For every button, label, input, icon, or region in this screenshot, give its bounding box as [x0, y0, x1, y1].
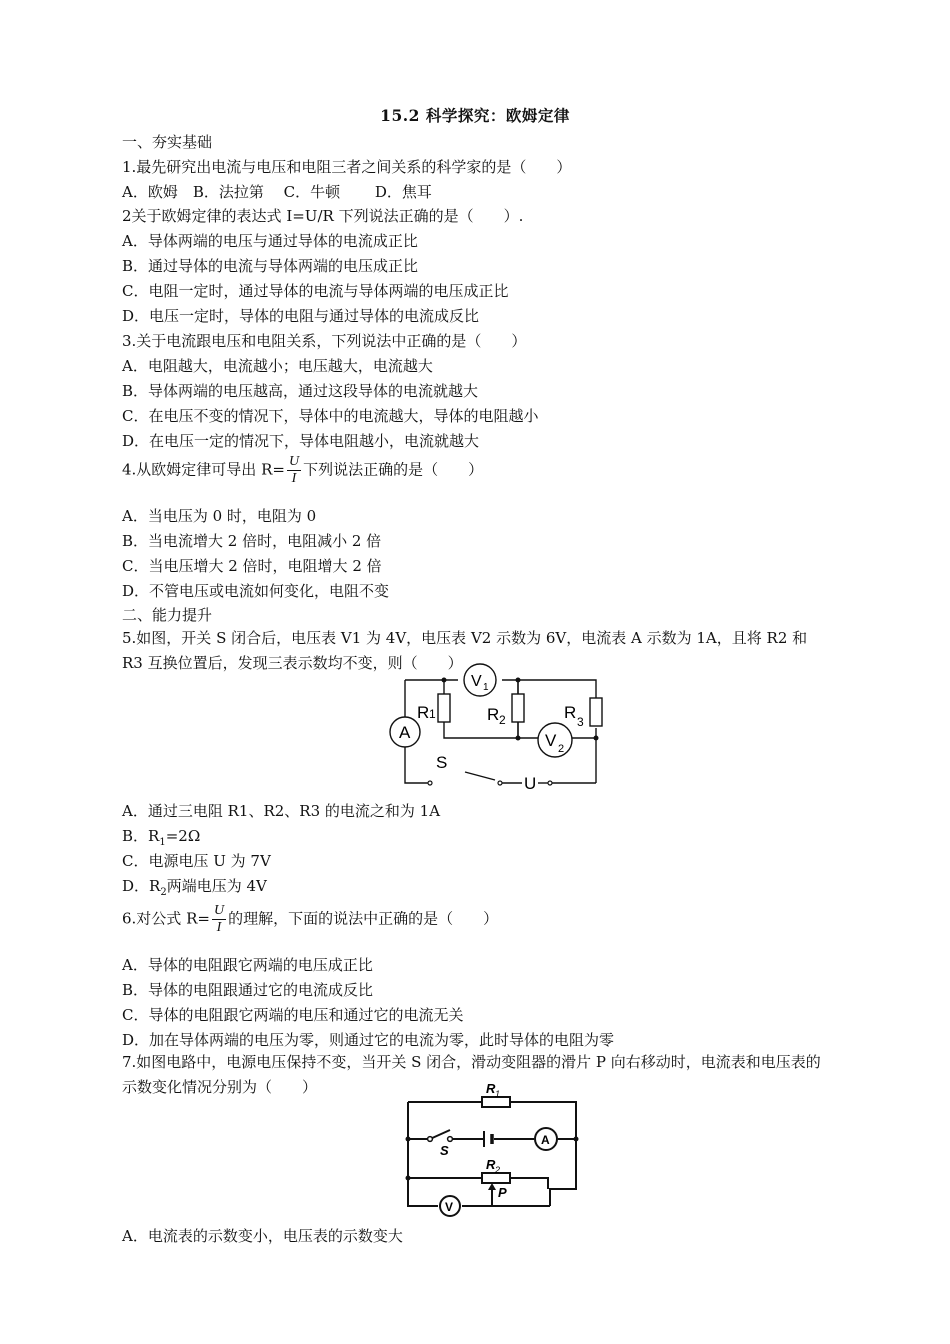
q4-fraction — [287, 454, 301, 487]
fig2-label-r2-sub: 2 — [495, 1165, 501, 1175]
q4-frac-den: I — [291, 471, 297, 486]
section-heading-basic: 一、夯实基础 — [122, 133, 213, 151]
fig1-label-r2: R — [487, 705, 500, 724]
fig1-label-r1: R — [417, 703, 430, 722]
q5-option-b-post: =2Ω — [165, 827, 201, 845]
q5-option-d — [122, 876, 267, 903]
q4-stem-post: 下列说法正确的是（ ） — [303, 460, 484, 479]
fig1-label-s: S — [436, 753, 448, 772]
fig1-label-v2-sub: 2 — [558, 743, 565, 755]
q5-option-a: A．通过三电阻 R1、R2、R3 的电流之和为 1A — [122, 802, 441, 820]
q6-frac-den: I — [216, 920, 222, 935]
resistor-r2 — [512, 694, 524, 722]
q3-option-c: C．在电压不变的情况下，导体中的电流越大，导体的电阻越小 — [122, 407, 539, 425]
q6-option-d: D．加在导体两端的电压为零，则通过它的电流为零，此时导体的电阻为零 — [122, 1031, 615, 1049]
q4-option-d: D．不管电压或电流如何变化，电阻不变 — [122, 582, 390, 600]
q7-stem: 7.如图电路中，电源电压保持不变，当开关 S 闭合，滑动变阻器的滑片 P 向右移动时，电流表和电压表的示数变化情况分别为（ ） — [122, 1053, 821, 1096]
q1-options: A．欧姆 B．法拉第 C．牛顿 D．焦耳 — [122, 183, 432, 201]
fig1-label-v1-sub: 1 — [483, 682, 489, 693]
fig2-label-r1: R — [486, 1081, 496, 1096]
q2-stem: 2关于欧姆定律的表达式 I=U/R 下列说法正确的是（ ）. — [122, 207, 524, 225]
q6-option-a: A．导体的电阻跟它两端的电压成正比 — [122, 956, 373, 974]
fig2-label-p: P — [498, 1185, 507, 1200]
q2-option-c: C．电阻一定时，通过导体的电流与导体两端的电压成正比 — [122, 282, 509, 300]
q6-stem-pre: 6.对公式 R= — [122, 909, 210, 928]
q6-fraction — [212, 903, 226, 936]
q4-option-c: C．当电压增大 2 倍时，电阻增大 2 倍 — [122, 557, 382, 575]
q2-option-b: B．通过导体的电流与导体两端的电压成正比 — [122, 257, 419, 275]
q5-option-b — [122, 826, 200, 853]
q3-option-b: B．导体两端的电压越高，通过这段导体的电流就越大 — [122, 382, 479, 400]
q2-option-a: A．导体两端的电压与通过导体的电流成正比 — [122, 232, 418, 250]
q6-stem-post: 的理解，下面的说法中正确的是（ ） — [228, 909, 499, 928]
fig1-label-u: U — [524, 774, 537, 793]
fig1-label-r3: R — [564, 703, 577, 722]
q5-option-d-post: 两端电压为 4V — [166, 877, 267, 895]
q4-frac-num: U — [288, 454, 300, 469]
section-heading-advanced: 二、能力提升 — [122, 606, 213, 624]
q5-option-b-sub: 1 — [159, 837, 166, 848]
q3-stem: 3.关于电流跟电压和电阻关系，下列说法中正确的是（ ） — [122, 332, 527, 350]
q5-stem: 5.如图，开关 S 闭合后，电压表 V1 为 4V，电压表 V2 示数为 6V，电流表 A 示数为 1A，且将 R2 和 R3 互换位置后，发现三表示数均不变，则（ ） — [122, 629, 808, 672]
fig1-label-v1: V — [471, 673, 482, 690]
q5-option-b-pre: B．R — [122, 827, 160, 845]
fig2-label-r1-sub: 1 — [495, 1089, 501, 1099]
fig2-label-v: V — [445, 1200, 454, 1214]
q5-option-d-pre: D．R — [122, 877, 161, 895]
q6-stem — [122, 903, 498, 936]
q6-frac-num: U — [213, 903, 225, 918]
circuit-figure-2 — [398, 1081, 584, 1220]
q5-option-d-sub: 2 — [160, 887, 167, 898]
fig2-label-a: A — [541, 1133, 550, 1147]
q4-stem-pre: 4.从欧姆定律可导出 R= — [122, 460, 285, 479]
q4-stem — [122, 454, 483, 487]
fig2-label-r2: R — [486, 1157, 496, 1172]
q3-option-d: D．在电压一定的情况下，导体电阻越小，电流就越大 — [122, 432, 480, 450]
fig1-label-r3-sub: 3 — [577, 715, 584, 729]
fig1-label-r2-sub: 2 — [499, 713, 506, 727]
q6-option-c: C．导体的电阻跟它两端的电压和通过它的电流无关 — [122, 1006, 464, 1024]
fig1-label-v2: V — [545, 731, 557, 750]
q4-option-a: A．当电压为 0 时，电阻为 0 — [122, 507, 317, 525]
fig1-label-r1-sub: 1 — [429, 707, 436, 721]
resistor-r3 — [590, 698, 602, 726]
q5-option-c: C．电源电压 U 为 7V — [122, 852, 271, 870]
q3-option-a: A．电阻越大，电流越小；电压越大，电流越大 — [122, 357, 433, 375]
resistor-r1 — [438, 694, 450, 722]
page-title: 15.2 科学探究：欧姆定律 — [380, 106, 570, 125]
q6-option-b: B．导体的电阻跟通过它的电流成反比 — [122, 981, 374, 999]
fig1-label-a: A — [399, 723, 411, 742]
q4-option-b: B．当电流增大 2 倍时，电阻减小 2 倍 — [122, 532, 382, 550]
fig2-label-s: S — [440, 1143, 449, 1158]
q1-stem: 1.最先研究出电流与电压和电阻三者之间关系的科学家的是（ ） — [122, 158, 572, 176]
circuit-figure-1 — [350, 668, 620, 792]
q2-option-d: D．电压一定时，导体的电阻与通过导体的电流成反比 — [122, 307, 480, 325]
q7-option-a: A．电流表的示数变小，电压表的示数变大 — [122, 1227, 403, 1245]
